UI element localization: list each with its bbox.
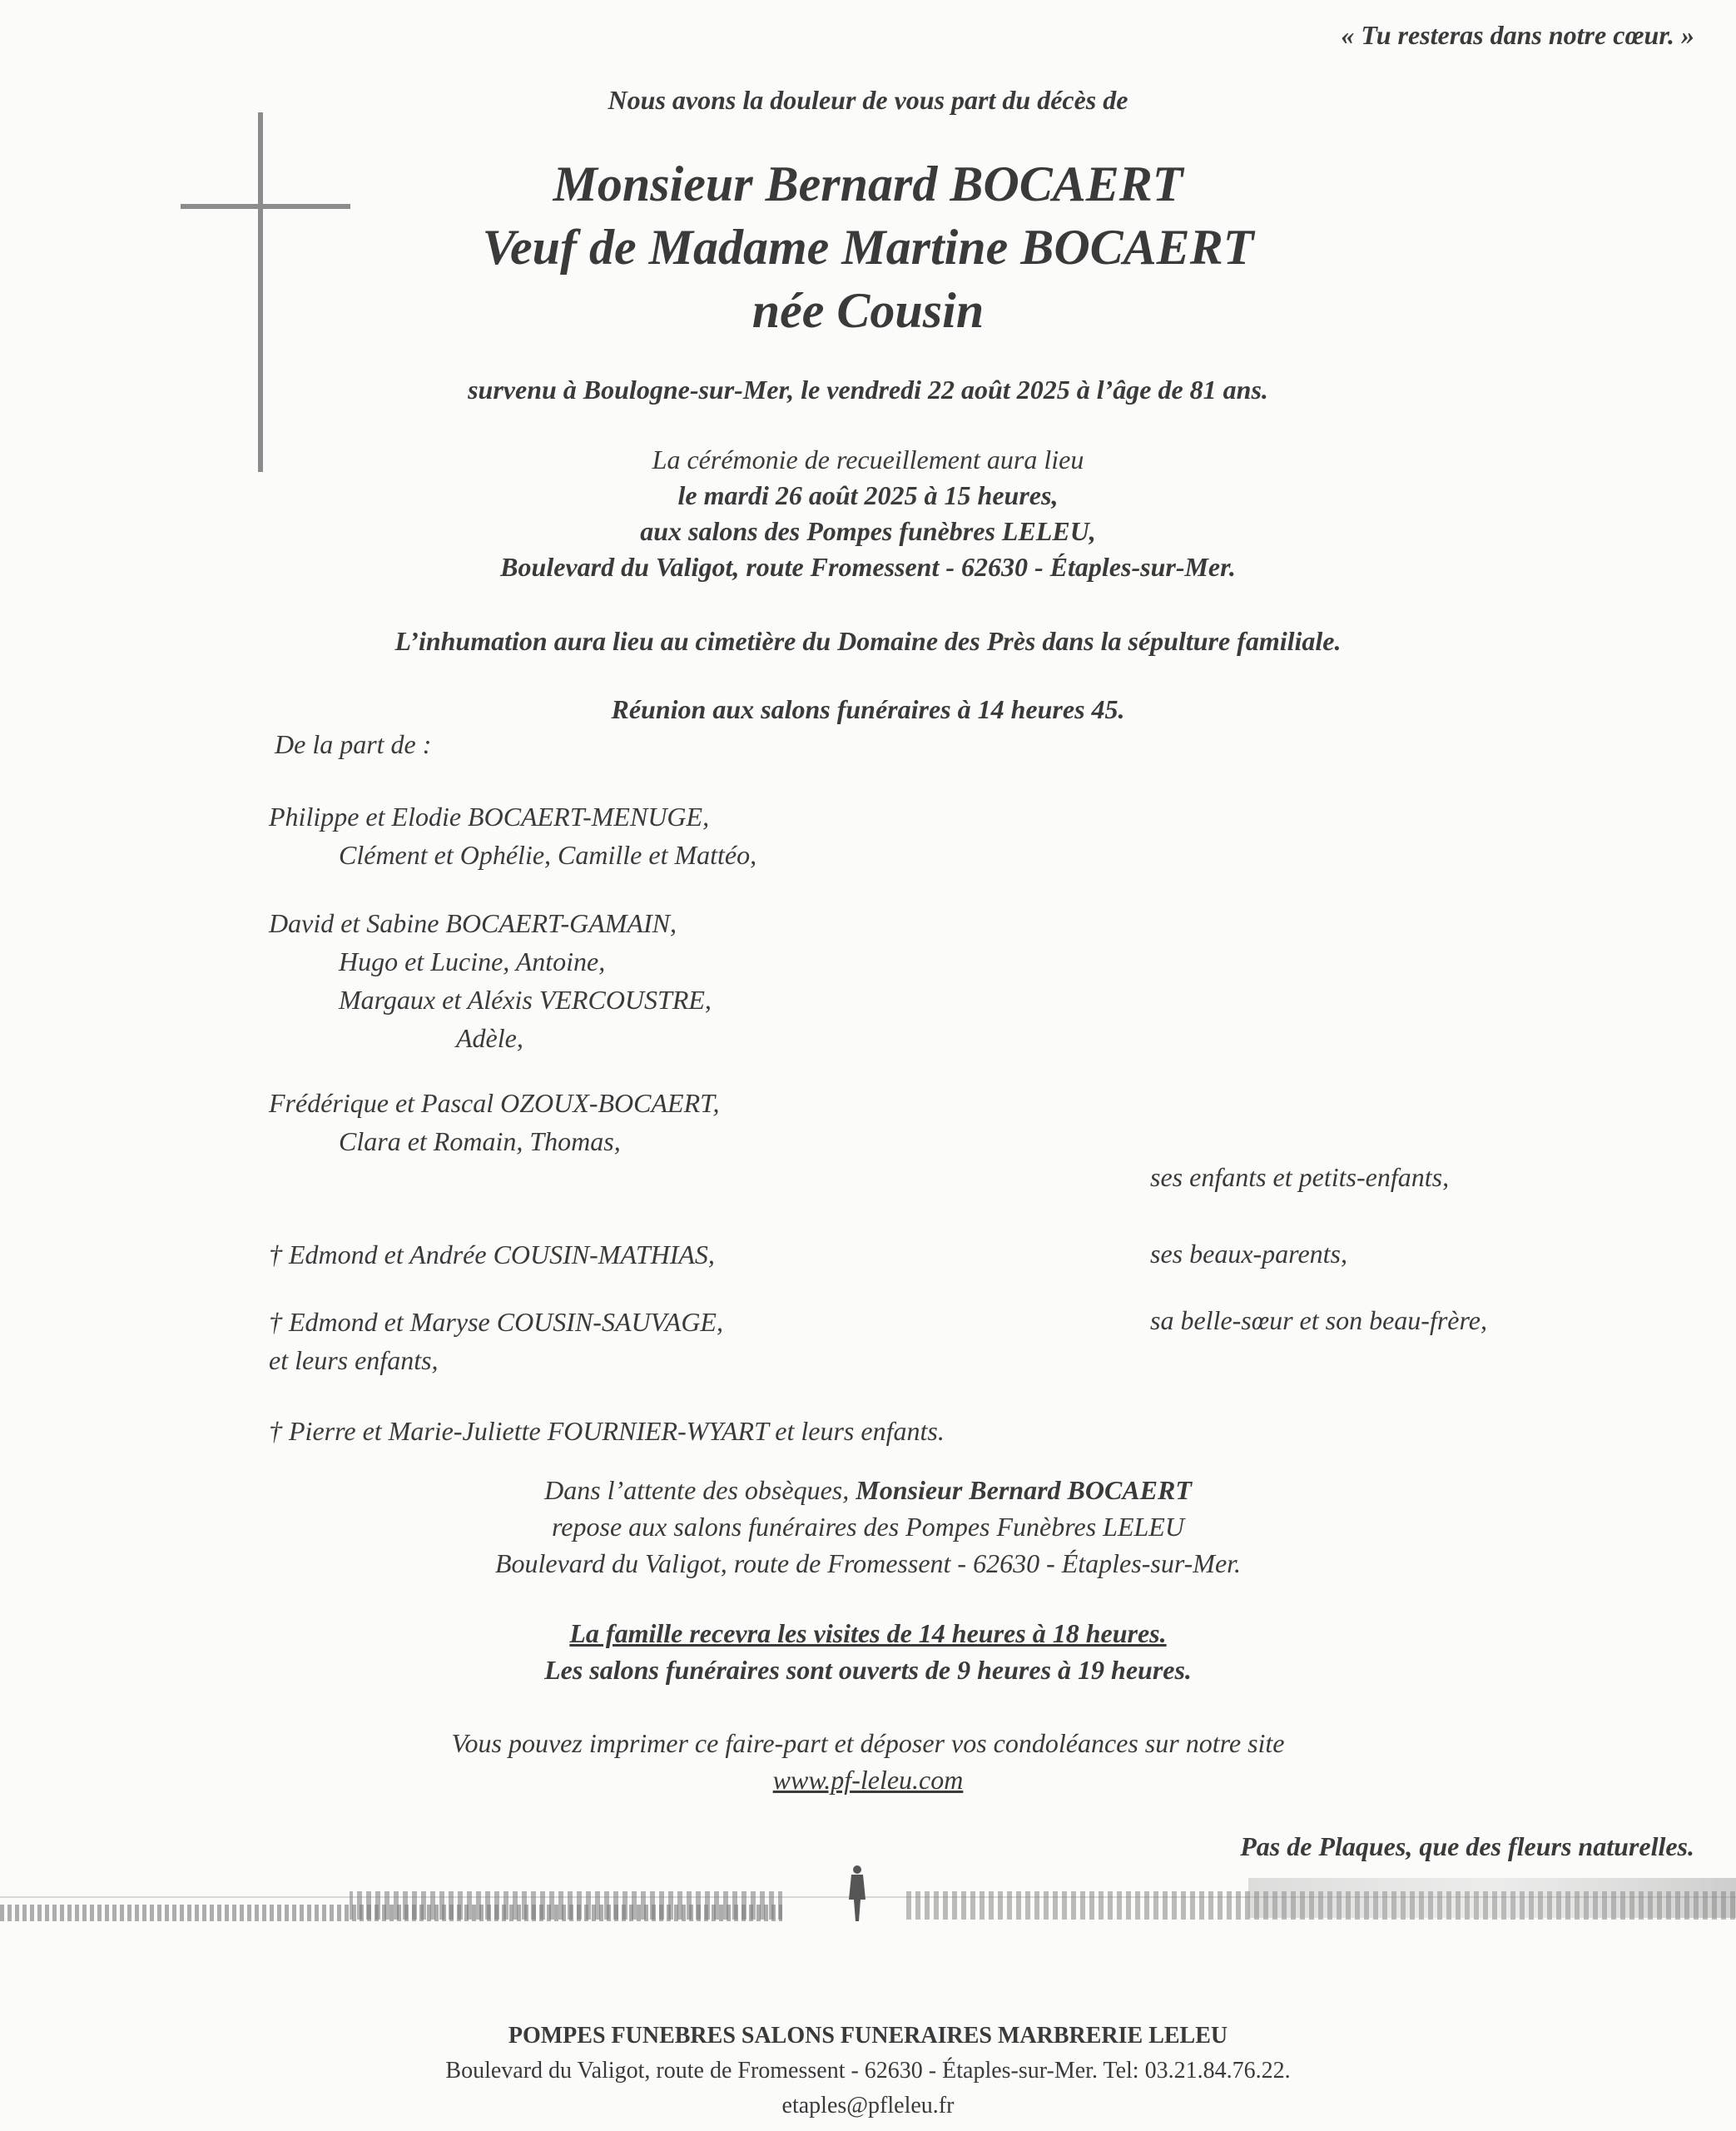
burial-line: L’inhumation aura lieu au cimetière du Domaine des Près dans la sépulture familiale. bbox=[394, 626, 1342, 656]
relation-children: ses enfants et petits-enfants, bbox=[1150, 1162, 1450, 1192]
family-group-1 bbox=[269, 797, 756, 874]
beach-strip-image bbox=[0, 1863, 1736, 1930]
website-line bbox=[0, 1765, 1736, 1796]
ceremony-line-1: La cérémonie de recueillement aura lieu bbox=[652, 445, 1084, 474]
ceremony-line-2: le mardi 26 août 2025 à 15 heures, bbox=[677, 480, 1059, 510]
nee-line: née Cousin bbox=[751, 283, 985, 338]
condolences-line: Vous pouvez imprimer ce faire-part et déposer vos condoléances sur notre site bbox=[451, 1728, 1285, 1758]
repose-line-2: repose aux salons funéraires des Pompes Funèbres LELEU bbox=[552, 1512, 1184, 1542]
family-group-6 bbox=[269, 1412, 945, 1450]
family-line: Adèle, bbox=[456, 1023, 523, 1053]
family-line: Philippe et Elodie BOCAERT-MENUGE, bbox=[269, 802, 710, 832]
family-line: † Edmond et Andrée COUSIN-MATHIAS, bbox=[269, 1239, 715, 1269]
family-line: Hugo et Lucine, Antoine, bbox=[339, 946, 606, 976]
from-label: De la part de : bbox=[275, 729, 432, 759]
family-line: † Pierre et Marie-Juliette FOURNIER-WYART et leurs enfants. bbox=[269, 1416, 945, 1446]
epigraph: « Tu resteras dans notre cœur. » bbox=[1341, 20, 1694, 50]
family-line: et leurs enfants, bbox=[269, 1345, 439, 1375]
repose-line-1 bbox=[0, 1475, 1736, 1506]
footer-company: POMPES FUNEBRES SALONS FUNERAIRES MARBRERIE LELEU bbox=[508, 2023, 1228, 2049]
family-group-4 bbox=[269, 1235, 715, 1274]
no-plaques-line: Pas de Plaques, que des fleurs naturelles. bbox=[1240, 1831, 1694, 1861]
website-link[interactable]: www.pf-leleu.com bbox=[772, 1765, 964, 1795]
family-line: Margaux et Aléxis VERCOUSTRE, bbox=[339, 985, 712, 1015]
relation-siblings-in-law: sa belle-sœur et son beau-frère, bbox=[1150, 1305, 1487, 1335]
opening-hours: Les salons funéraires sont ouverts de 9 heures à 19 heures. bbox=[544, 1655, 1192, 1685]
death-notice: survenu à Boulogne-sur-Mer, le vendredi 22 août 2025 à l’âge de 81 ans. bbox=[468, 375, 1268, 405]
family-line: † Edmond et Maryse COUSIN-SAUVAGE, bbox=[269, 1307, 723, 1337]
ceremony-line-4: Boulevard du Valigot, route Fromessent - 62630 - Étaples-sur-Mer. bbox=[500, 552, 1236, 582]
family-line: Clément et Ophélie, Camille et Mattéo, bbox=[339, 840, 757, 870]
family-group-2 bbox=[269, 904, 712, 1057]
widow-of-line: Veuf de Madame Martine BOCAERT bbox=[482, 220, 1254, 275]
family-line: David et Sabine BOCAERT-GAMAIN, bbox=[269, 908, 677, 938]
family-line: Frédérique et Pascal OZOUX-BOCAERT, bbox=[269, 1088, 720, 1118]
footer-address: Boulevard du Valigot, route de Fromessent - 62630 - Étaples-sur-Mer. Tel: 03.21.84.76.22. bbox=[445, 2058, 1291, 2084]
family-line: Clara et Romain, Thomas, bbox=[339, 1126, 621, 1156]
ceremony-line-3: aux salons des Pompes funèbres LELEU, bbox=[640, 516, 1096, 546]
meeting-line: Réunion aux salons funéraires à 14 heures 45. bbox=[611, 694, 1125, 724]
repose-name: Monsieur Bernard BOCAERT bbox=[856, 1475, 1192, 1505]
repose-prefix: Dans l’attente des obsèques, bbox=[544, 1475, 850, 1505]
visits-text: La famille recevra les visites de 14 heures à 18 heures. bbox=[569, 1618, 1167, 1648]
family-group-3 bbox=[269, 1084, 720, 1160]
repose-line-3: Boulevard du Valigot, route de Fromessent - 62630 - Étaples-sur-Mer. bbox=[494, 1548, 1242, 1578]
relation-in-laws: ses beaux-parents, bbox=[1150, 1239, 1347, 1269]
deceased-name: Monsieur Bernard BOCAERT bbox=[553, 156, 1183, 211]
intro-line: Nous avons la douleur de vous part du décès de bbox=[608, 85, 1128, 115]
walking-person-icon bbox=[849, 1865, 866, 1921]
visits-line bbox=[0, 1618, 1736, 1649]
footer-email: etaples@pfleleu.fr bbox=[781, 2093, 955, 2119]
family-group-5 bbox=[269, 1303, 723, 1379]
